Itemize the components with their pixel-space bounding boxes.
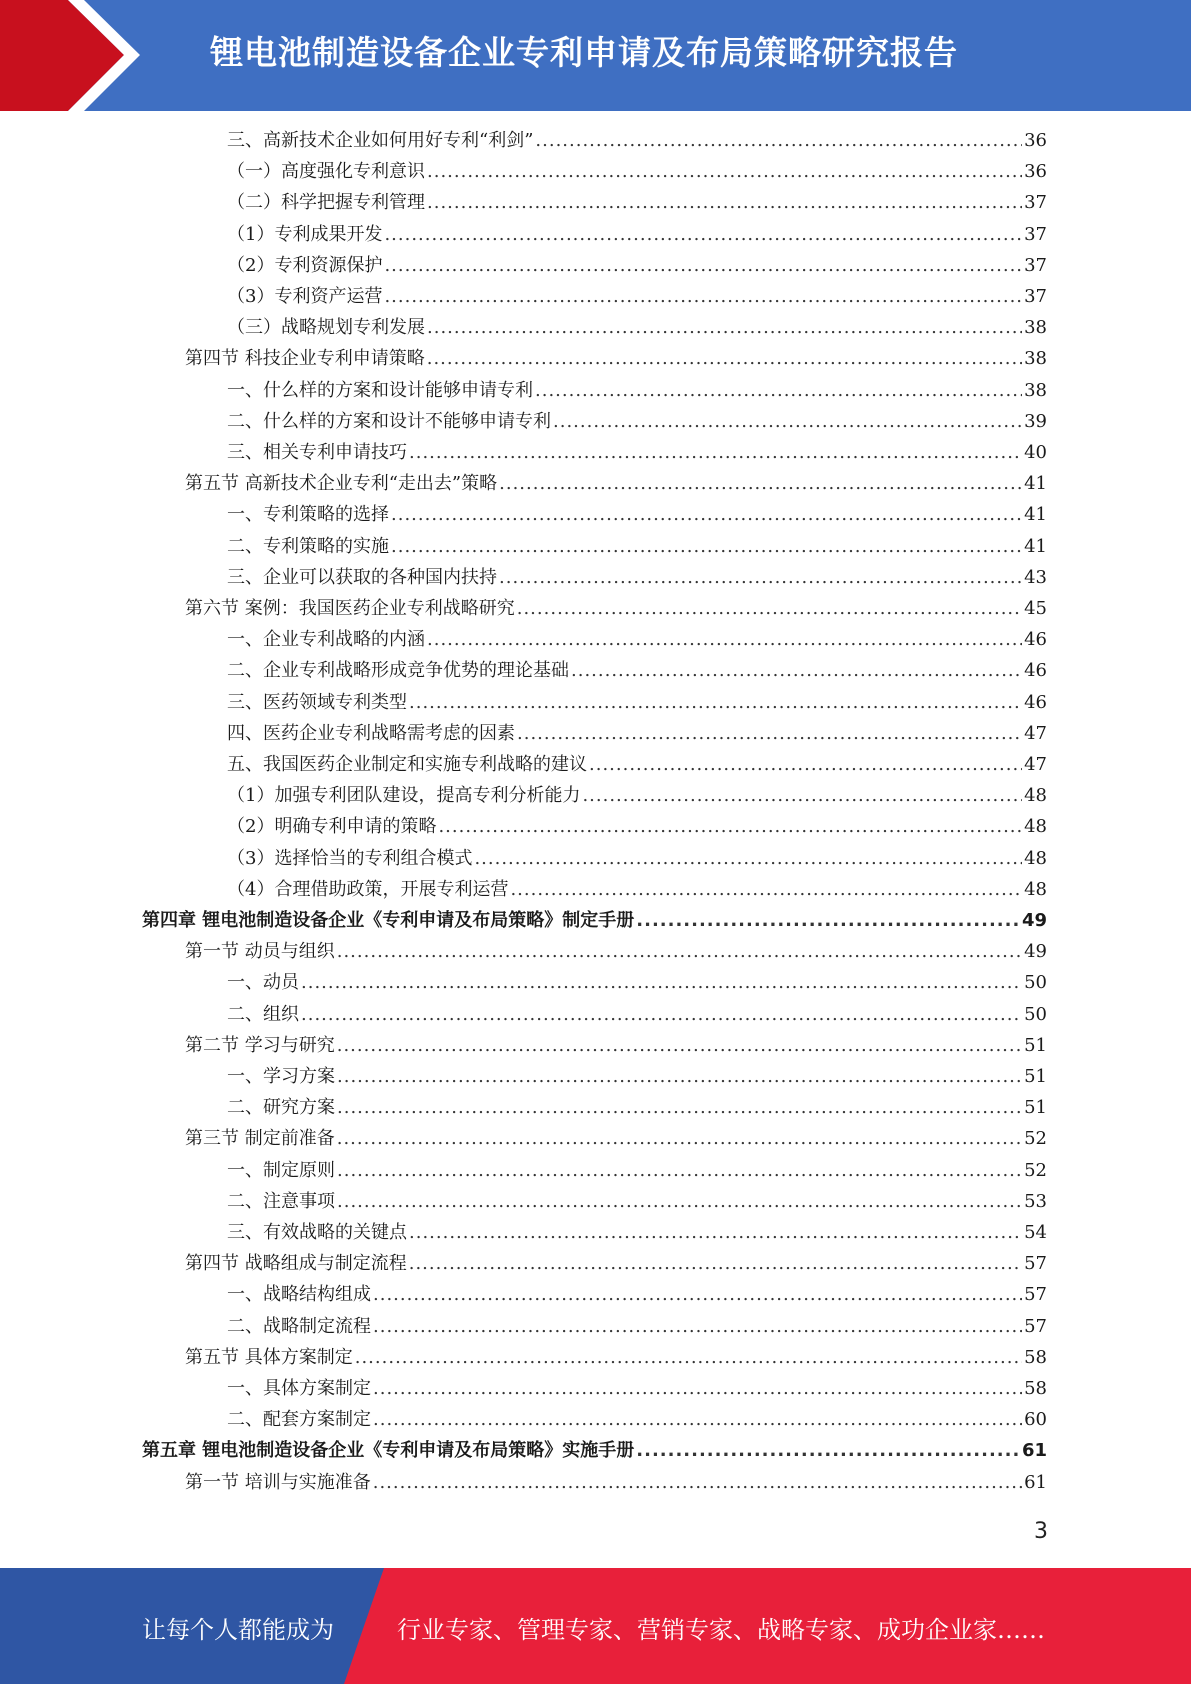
toc-entry-label: （3）专利资产运营 — [227, 286, 383, 307]
toc-entry-page: 49 — [1021, 910, 1047, 931]
toc-dot-leader — [409, 440, 1022, 466]
toc-entry[interactable] — [227, 1282, 1047, 1308]
toc-dot-leader — [337, 1033, 1022, 1059]
toc-dot-leader — [571, 658, 1022, 684]
toc-entry[interactable] — [185, 1126, 1047, 1152]
toc-entry[interactable] — [227, 1158, 1047, 1184]
toc-entry-label: （3）选择恰当的专利组合模式 — [227, 847, 473, 869]
toc-entry-label: 第五节 具体方案制定 — [185, 1346, 353, 1368]
toc-entry-page: 52 — [1024, 1159, 1047, 1181]
toc-entry[interactable] — [227, 440, 1047, 466]
toc-entry-page: 54 — [1024, 1222, 1047, 1243]
toc-entry-page: 37 — [1024, 192, 1047, 214]
toc-entry[interactable] — [227, 690, 1047, 716]
toc-entry-label: 一、战略结构组成 — [227, 1284, 371, 1306]
toc-entry[interactable] — [227, 1220, 1047, 1246]
toc-dot-leader — [391, 502, 1022, 528]
toc-entry-label: 三、医药领域专利类型 — [227, 691, 407, 713]
toc-entry[interactable] — [185, 1345, 1047, 1371]
toc-dot-leader — [373, 1470, 1022, 1496]
toc-entry-page: 58 — [1024, 1378, 1047, 1399]
toc-entry-label: 一、什么样的方案和设计能够申请专利 — [227, 379, 533, 401]
toc-entry-label: （一）高度强化专利意识 — [227, 161, 425, 183]
toc-entry[interactable] — [227, 222, 1047, 248]
toc-entry-label: 一、企业专利战略的内涵 — [227, 629, 425, 651]
toc-dot-leader — [409, 690, 1022, 716]
toc-entry-label: 二、组织 — [227, 1003, 299, 1025]
toc-entry-page: 46 — [1024, 691, 1047, 713]
toc-dot-leader — [301, 1002, 1022, 1028]
toc-entry-page: 38 — [1024, 317, 1047, 339]
toc-entry[interactable] — [227, 253, 1047, 279]
page-header — [0, 0, 1191, 111]
toc-entry-page: 53 — [1024, 1190, 1047, 1212]
toc-dot-leader — [438, 814, 1022, 840]
toc-entry[interactable] — [227, 783, 1047, 809]
toc-entry[interactable] — [227, 409, 1047, 435]
toc-dot-leader — [589, 752, 1022, 778]
toc-entry-page: 51 — [1024, 1034, 1047, 1056]
toc-dot-leader — [535, 128, 1022, 154]
toc-dot-leader — [499, 471, 1022, 497]
toc-dot-leader — [337, 1158, 1022, 1184]
toc-dot-leader — [337, 1095, 1022, 1121]
toc-entry-page: 47 — [1024, 754, 1047, 775]
toc-entry-label: 三、有效战略的关键点 — [227, 1222, 407, 1243]
toc-dot-leader — [535, 378, 1022, 404]
toc-entry-page: 37 — [1024, 286, 1047, 307]
toc-dot-leader — [384, 222, 1022, 248]
toc-entry-page: 41 — [1024, 504, 1047, 526]
page-number: 3 — [1034, 1519, 1048, 1544]
toc-dot-leader — [636, 1438, 1020, 1464]
toc-entry-page: 57 — [1024, 1284, 1047, 1306]
toc-dot-leader — [582, 783, 1022, 809]
toc-entry-label: （1）专利成果开发 — [227, 223, 383, 245]
toc-chapter-entry[interactable] — [142, 1438, 1047, 1464]
toc-entry[interactable] — [227, 814, 1047, 840]
toc-entry-label: 三、相关专利申请技巧 — [227, 442, 407, 463]
toc-dot-leader — [409, 1251, 1022, 1277]
toc-entry[interactable] — [227, 284, 1047, 310]
toc-entry[interactable] — [185, 1470, 1047, 1496]
toc-entry-label: 第五章 锂电池制造设备企业《专利申请及布局策略》实施手册 — [142, 1440, 635, 1462]
toc-entry-page: 58 — [1024, 1346, 1047, 1368]
toc-entry-label: 四、医药企业专利战略需考虑的因素 — [227, 722, 515, 744]
toc-entry[interactable] — [227, 378, 1047, 404]
toc-dot-leader — [337, 939, 1022, 965]
page-footer — [0, 1568, 1191, 1684]
toc-entry[interactable] — [227, 721, 1047, 747]
report-title: 锂电池制造设备企业专利申请及布局策略研究报告 — [210, 33, 958, 72]
toc-dot-leader — [384, 253, 1022, 279]
toc-entry-label: 第六节 案例：我国医药企业专利战略研究 — [185, 598, 515, 619]
toc-entry-label: （二）科学把握专利管理 — [227, 192, 425, 214]
toc-entry-page: 51 — [1024, 1066, 1047, 1087]
toc-entry-page: 40 — [1024, 442, 1047, 463]
toc-dot-leader — [373, 1314, 1022, 1340]
toc-entry[interactable] — [227, 128, 1047, 154]
toc-dot-leader — [553, 409, 1022, 435]
toc-entry-label: 一、制定原则 — [227, 1159, 335, 1181]
toc-entry-page: 43 — [1024, 566, 1047, 588]
toc-dot-leader — [384, 284, 1022, 310]
toc-entry-label: 二、什么样的方案和设计不能够申请专利 — [227, 410, 551, 432]
toc-entry[interactable] — [227, 752, 1047, 778]
toc-entry[interactable] — [227, 190, 1047, 216]
toc-entry-label: 第五节 高新技术企业专利“走出去”策略 — [185, 473, 498, 495]
toc-entry-label: 二、注意事项 — [227, 1190, 335, 1212]
toc-entry[interactable] — [227, 627, 1047, 653]
toc-entry-page: 61 — [1021, 1440, 1047, 1462]
toc-entry-label: 第四节 科技企业专利申请策略 — [185, 348, 425, 370]
toc-entry-label: 二、配套方案制定 — [227, 1409, 371, 1431]
toc-entry-label: 二、专利策略的实施 — [227, 535, 389, 557]
footer-slogan-left: 让每个人都能成为 — [142, 1616, 334, 1644]
toc-entry[interactable] — [227, 658, 1047, 684]
toc-entry-page: 49 — [1024, 941, 1047, 963]
toc-entry-page: 48 — [1024, 847, 1047, 869]
toc-entry-label: （4）合理借助政策，开展专利运营 — [227, 878, 509, 900]
header-arrow-decoration — [0, 0, 160, 111]
toc-dot-leader — [510, 877, 1022, 903]
toc-entry-page: 37 — [1024, 254, 1047, 276]
toc-entry[interactable] — [185, 596, 1047, 622]
toc-dot-leader — [517, 596, 1022, 622]
toc-entry[interactable] — [185, 346, 1047, 372]
toc-dot-leader — [427, 159, 1022, 185]
toc-entry-label: 一、专利策略的选择 — [227, 504, 389, 526]
toc-entry-page: 45 — [1024, 598, 1047, 619]
toc-entry-page: 57 — [1024, 1253, 1047, 1275]
toc-entry-label: 二、研究方案 — [227, 1097, 335, 1119]
toc-entry-page: 36 — [1024, 161, 1047, 183]
toc-entry-page: 48 — [1024, 878, 1047, 900]
toc-entry[interactable] — [227, 502, 1047, 528]
toc-entry-label: （1）加强专利团队建设，提高专利分析能力 — [227, 785, 581, 807]
toc-entry-label: 二、战略制定流程 — [227, 1315, 371, 1337]
toc-chapter-entry[interactable] — [142, 908, 1047, 934]
toc-dot-leader — [391, 534, 1022, 560]
toc-dot-leader — [373, 1282, 1022, 1308]
toc-dot-leader — [301, 970, 1022, 996]
toc-entry-label: （三）战略规划专利发展 — [227, 317, 425, 339]
toc-entry-page: 46 — [1024, 629, 1047, 651]
toc-dot-leader — [409, 1220, 1022, 1246]
toc-dot-leader — [517, 721, 1022, 747]
toc-entry-label: 一、学习方案 — [227, 1066, 335, 1087]
toc-dot-leader — [427, 190, 1022, 216]
toc-entry-page: 57 — [1024, 1315, 1047, 1337]
toc-entry-label: 三、高新技术企业如何用好专利“利剑” — [227, 130, 534, 151]
toc-entry[interactable] — [185, 471, 1047, 497]
toc-entry-label: 五、我国医药企业制定和实施专利战略的建议 — [227, 754, 587, 775]
toc-dot-leader — [337, 1126, 1022, 1152]
footer-slogan-right: 行业专家、管理专家、营销专家、战略专家、成功企业家…… — [397, 1616, 1045, 1644]
toc-entry[interactable] — [227, 1002, 1047, 1028]
toc-entry-page: 50 — [1024, 1003, 1047, 1025]
toc-entry[interactable] — [227, 315, 1047, 341]
toc-entry[interactable] — [185, 939, 1047, 965]
toc-entry[interactable] — [227, 534, 1047, 560]
toc-entry-label: 第四节 战略组成与制定流程 — [185, 1253, 407, 1275]
toc-entry-page: 52 — [1024, 1128, 1047, 1150]
toc-entry-label: 二、企业专利战略形成竞争优势的理论基础 — [227, 660, 569, 682]
toc-entry-page: 38 — [1024, 379, 1047, 401]
toc-entry[interactable] — [227, 846, 1047, 872]
toc-entry-label: （2）专利资源保护 — [227, 254, 383, 276]
toc-entry[interactable] — [227, 565, 1047, 591]
toc-dot-leader — [427, 346, 1022, 372]
toc-entry-page: 48 — [1024, 816, 1047, 838]
toc-entry-label: 第三节 制定前准备 — [185, 1128, 335, 1150]
toc-entry-label: 三、企业可以获取的各种国内扶持 — [227, 566, 497, 588]
toc-entry-page: 48 — [1024, 785, 1047, 807]
toc-entry-page: 39 — [1024, 410, 1047, 432]
toc-entry[interactable] — [227, 1407, 1047, 1433]
toc-entry[interactable] — [227, 1064, 1047, 1090]
toc-entry-page: 47 — [1024, 722, 1047, 744]
toc-entry-label: 第一节 动员与组织 — [185, 941, 335, 963]
toc-entry[interactable] — [227, 877, 1047, 903]
toc-dot-leader — [337, 1189, 1022, 1215]
toc-entry-page: 37 — [1024, 223, 1047, 245]
toc-entry-page: 61 — [1024, 1471, 1047, 1493]
toc-dot-leader — [373, 1376, 1022, 1402]
toc-dot-leader — [636, 908, 1020, 934]
toc-entry[interactable] — [185, 1251, 1047, 1277]
toc-entry-page: 46 — [1024, 660, 1047, 682]
toc-dot-leader — [499, 565, 1022, 591]
toc-dot-leader — [427, 315, 1022, 341]
toc-dot-leader — [427, 627, 1022, 653]
toc-dot-leader — [373, 1407, 1022, 1433]
toc-entry[interactable] — [185, 1033, 1047, 1059]
toc-entry-label: 第四章 锂电池制造设备企业《专利申请及布局策略》制定手册 — [142, 910, 635, 931]
toc-entry-label: 第一节 培训与实施准备 — [185, 1471, 371, 1493]
toc-dot-leader — [355, 1345, 1022, 1371]
toc-entry-label: （2）明确专利申请的策略 — [227, 816, 437, 838]
toc-entry[interactable] — [227, 1376, 1047, 1402]
toc-entry[interactable] — [227, 970, 1047, 996]
toc-dot-leader — [337, 1064, 1022, 1090]
toc-entry-label: 一、动员 — [227, 972, 299, 994]
toc-entry-label: 第二节 学习与研究 — [185, 1034, 335, 1056]
toc-entry-page: 51 — [1024, 1097, 1047, 1119]
toc-entry[interactable] — [227, 1314, 1047, 1340]
toc-entry-page: 60 — [1024, 1409, 1047, 1431]
toc-entry[interactable] — [227, 159, 1047, 185]
toc-entry-page: 41 — [1024, 535, 1047, 557]
toc-entry[interactable] — [227, 1189, 1047, 1215]
toc-entry-page: 41 — [1024, 473, 1047, 495]
toc-entry-label: 一、具体方案制定 — [227, 1378, 371, 1399]
toc-entry-page: 38 — [1024, 348, 1047, 370]
toc-dot-leader — [474, 846, 1022, 872]
toc-entry-page: 36 — [1024, 130, 1047, 151]
toc-entry[interactable] — [227, 1095, 1047, 1121]
toc-entry-page: 50 — [1024, 972, 1047, 994]
